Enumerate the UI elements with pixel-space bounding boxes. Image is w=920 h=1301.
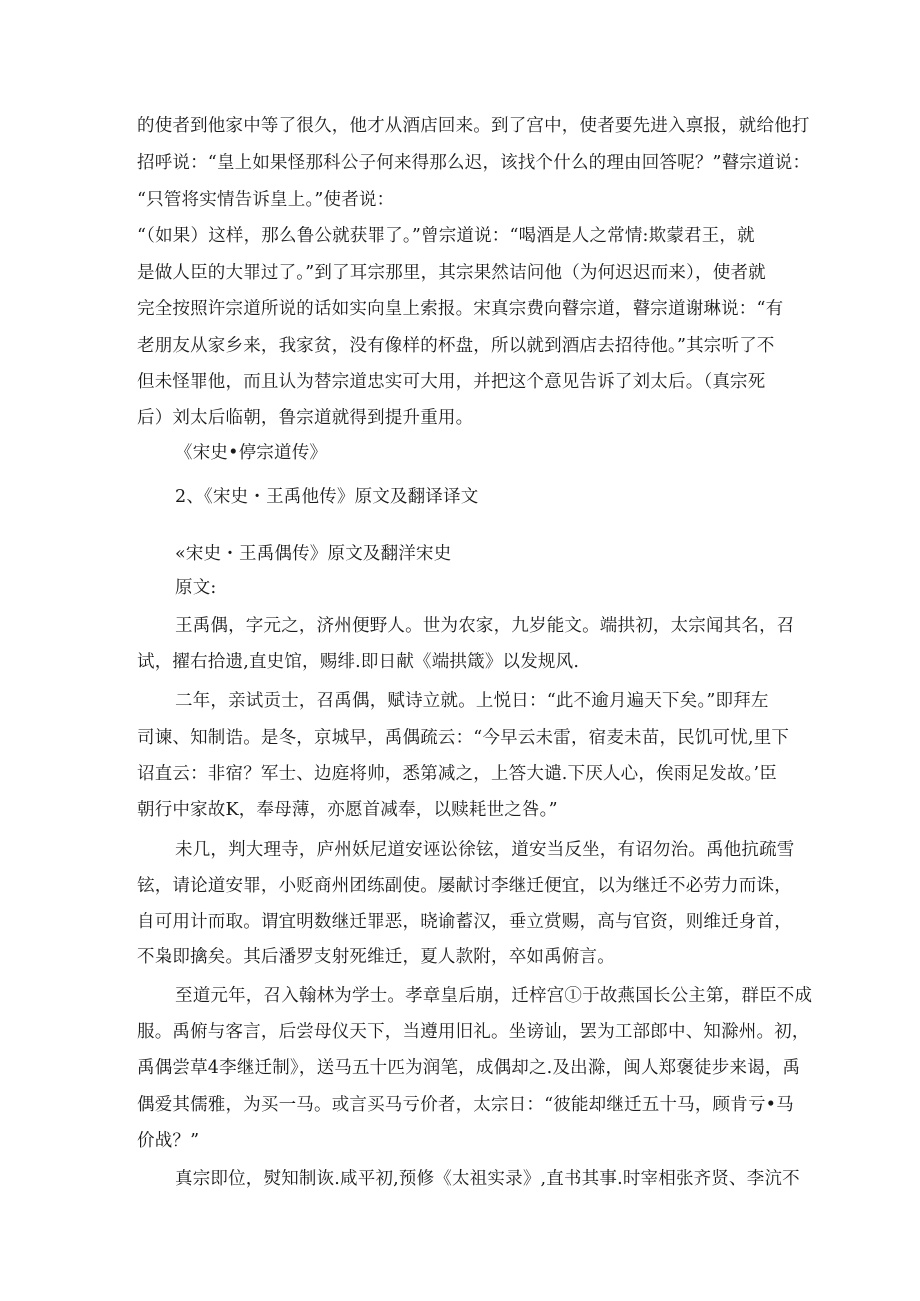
text-line: 王禹偶，字元之，济州便野人。世为农家，九岁能文。端拱初，太宗闻其名，召 (175, 616, 795, 636)
text-line: 是做人臣的大罪过了。”到了耳宗那里，其宗果然诘问他（为何迟迟而来），使者就 (137, 263, 766, 283)
text-line: “（如果）这样，那么鲁公就获罪了。”曾宗道说：“喝酒是人之常情:欺蒙君王，就 (137, 226, 755, 246)
original-text-label: 原文: (175, 578, 217, 598)
text-line: 至道元年，召入翰林为学士。孝章皇后崩，迁梓宫①于故燕国长公主第，群臣不成 (175, 986, 813, 1006)
text-line: 朝行中家故K，奉母薄，亦愿首减奉，以赎耗世之咎。” (137, 800, 558, 820)
text-line: 老朋友从家乡来，我家贫，没有像样的杯盘，所以就到酒店去招待他。”其宗听了不 (137, 336, 775, 356)
text-line: “只管将实情告诉皇上。”使者说： (137, 190, 395, 210)
source-citation: 《宋史•停宗道传》 (175, 443, 328, 463)
text-line: 不枭即擒矣。其后潘罗支射死维迁，夏人款附，卒如禹俯言。 (137, 947, 615, 967)
text-line: 试，擢右拾遗,直史馆，赐绯.即日献《端拱箴》以发规风. (137, 652, 580, 672)
text-line: 二年，亲试贡士，召禹偶，赋诗立就。上悦日：“此不逾月遍天下矣。”即拜左 (175, 691, 769, 711)
text-line: 的使者到他家中等了很久，他才从酒店回来。到了宫中，使者要先进入禀报，就给他打 (137, 116, 810, 136)
text-line: 铉，请论道安罪，小贬商州团练副使。屡献讨李继迁便宜，以为继迁不必劳力而诛， (137, 876, 792, 896)
section-heading: 2、《宋史・王禹他传》原文及翻译译文 (175, 487, 479, 507)
text-line: 真宗即位，熨知制诙.咸平初,预修《太祖实录》,直书其事.时宰相张齐贤、李沆不 (175, 1169, 800, 1189)
subsection-title: «宋史・王禹偶传》原文及翻洋宋史 (175, 544, 452, 564)
text-line: 价战？” (137, 1131, 200, 1151)
text-line: 禹偶尝草4李继迁制》，送马五十匹为润笔，成偶却之.及出滁，闽人郑褒徒步来谒，禹 (137, 1058, 801, 1078)
text-line: 偶爱其儒雅，为买一马。或言买马亏价者，太宗日：“彼能却继迁五十马，顾肯亏•马 (137, 1095, 794, 1115)
text-line: 后）刘太后临朝，鲁宗道就得到提升重用。 (137, 408, 474, 428)
text-line: 完全按照许宗道所说的话如实向皇上索报。宋真宗费向瞽宗道，瞽宗道谢琳说：“有 (137, 299, 784, 319)
text-line: 但未怪罪他，而且认为替宗道忠实可大用，并把这个意见告诉了刘太后。（真宗死 (137, 372, 766, 392)
text-line: 未几，判大理寺，庐州妖尼道安诬讼徐铉，道安当反坐，有诏勿治。禹他抗疏雪 (175, 840, 795, 860)
text-line: 司谏、知制诰。是冬，京城早，禹偶疏云：“今早云未雷，宿麦未苗，民饥可忧,里下 (137, 728, 790, 748)
text-line: 招呼说：“皇上如果怪那科公子何来得那么迟，该找个什么的理由回答呢？”瞽宗道说： (137, 153, 811, 173)
text-line: 诏直云：非宿？军士、边庭将帅，悉第减之，上答大谴.下厌人心，俟雨足发故。’臣 (137, 764, 777, 784)
text-line: 自可用计而取。谓宜明数继迁罪恶，晓谕蓄汉，垂立赏赐，高与官资，则维迁身首， (137, 912, 792, 932)
text-line: 服。禹俯与客言，后尝母仪天下，当遵用旧礼。坐谤讪，罢为工部郎中、知滁州。初， (137, 1022, 810, 1042)
